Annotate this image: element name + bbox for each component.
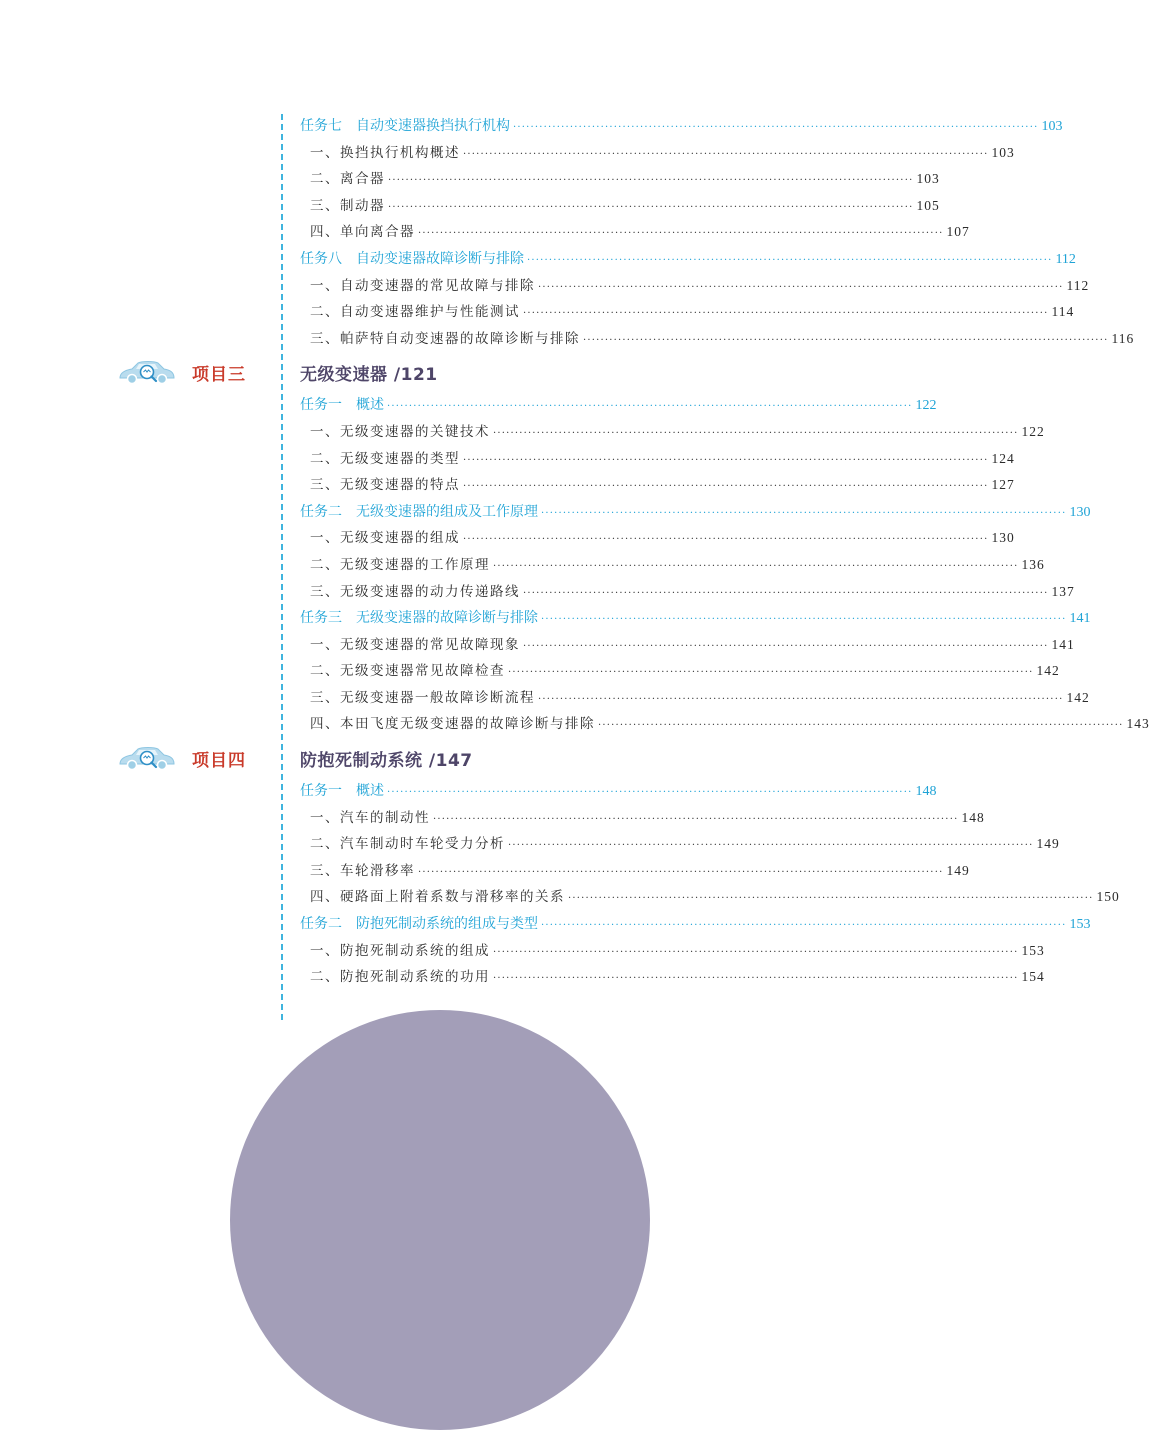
- dot-leader: ························································································································: [418, 866, 944, 878]
- toc-sub-entry[interactable]: [300, 193, 940, 220]
- entry-title: 三、无级变速器的特点: [310, 477, 460, 494]
- car-magnifier-icon: [116, 358, 178, 386]
- dot-leader: ························································································································: [388, 201, 914, 213]
- dot-leader: ························································································································: [493, 560, 1019, 572]
- page-number: 107: [946, 224, 970, 240]
- dot-leader: ························································································································: [463, 534, 989, 546]
- dot-leader: ························································································································: [493, 427, 1019, 439]
- dot-leader: ························································································································: [527, 254, 1053, 266]
- project-title: 无级变速器 /121: [300, 364, 438, 385]
- dot-leader: ························································································································: [541, 507, 1067, 519]
- dot-leader: ························································································································: [463, 454, 989, 466]
- dot-leader: ························································································································: [463, 481, 989, 493]
- entry-title: 一、无级变速器的组成: [310, 530, 460, 547]
- entry-title: 三、无级变速器一般故障诊断流程: [310, 689, 535, 706]
- page-number: 105: [916, 197, 940, 213]
- entry-title: 三、车轮滑移率: [310, 862, 415, 879]
- page-number: 103: [991, 144, 1015, 160]
- entry-title: 二、汽车制动时车轮受力分析: [310, 836, 505, 853]
- page-number: 153: [1069, 917, 1091, 933]
- entry-title: 二、离合器: [310, 171, 385, 188]
- toc-sub-entry[interactable]: [300, 964, 1045, 991]
- page-number: 114: [1051, 304, 1075, 320]
- toc-sub-entry[interactable]: [300, 472, 1015, 499]
- page-number: 148: [915, 784, 937, 800]
- toc-sub-entry[interactable]: [300, 685, 1090, 712]
- toc-task-entry[interactable]: [300, 499, 1091, 526]
- project-number: 项目四: [192, 750, 246, 771]
- toc-sub-entry[interactable]: [300, 326, 1135, 353]
- page-number: 130: [991, 530, 1015, 546]
- page-number: 116: [1111, 330, 1135, 346]
- page-number: 137: [1051, 583, 1075, 599]
- page-number: 154: [1021, 969, 1045, 985]
- entry-title: 一、防抱死制动系统的组成: [310, 942, 490, 959]
- page-number: 112: [1066, 277, 1090, 293]
- dot-leader: ························································································································: [493, 973, 1019, 985]
- entry-title: 四、本田飞度无级变速器的故障诊断与排除: [310, 716, 595, 733]
- toc-sub-entry[interactable]: [300, 938, 1045, 965]
- toc-sub-entry[interactable]: [300, 219, 970, 246]
- page-number: 149: [1036, 836, 1060, 852]
- page-number: 141: [1069, 611, 1091, 627]
- entry-title: 任务一 概述: [300, 783, 384, 800]
- page-number: 142: [1036, 663, 1060, 679]
- dot-leader: ························································································································: [523, 587, 1049, 599]
- page-number: 103: [1041, 119, 1063, 134]
- page-number: 130: [1069, 504, 1091, 520]
- toc-sub-entry[interactable]: [300, 419, 1045, 446]
- entry-title: 一、自动变速器的常见故障与排除: [310, 277, 535, 294]
- entry-title: 一、换挡执行机构概述: [310, 144, 460, 161]
- toc-task-entry[interactable]: [300, 246, 1076, 273]
- toc-sub-entry[interactable]: [300, 579, 1075, 606]
- entry-title: 四、单向离合器: [310, 224, 415, 241]
- page-number: 153: [1021, 942, 1045, 958]
- toc-task-entry[interactable]: [300, 911, 1091, 938]
- entry-title: 任务二 防抱死制动系统的组成与类型: [300, 916, 538, 933]
- toc-sub-entry[interactable]: [300, 140, 1015, 167]
- page-number: 142: [1066, 689, 1090, 705]
- entry-title: 三、无级变速器的动力传递路线: [310, 583, 520, 600]
- entry-title: 一、无级变速器的关键技术: [310, 423, 490, 440]
- entry-title: 二、无级变速器常见故障检查: [310, 663, 505, 680]
- toc-task-entry[interactable]: [300, 392, 937, 419]
- toc-sub-entry[interactable]: [300, 884, 1120, 911]
- page-number: 141: [1051, 636, 1075, 652]
- toc-sub-entry[interactable]: [300, 632, 1075, 659]
- dot-leader: ························································································································: [523, 640, 1049, 652]
- dot-leader: ························································································································: [541, 920, 1067, 932]
- dot-leader: ························································································································: [433, 813, 959, 825]
- table-of-contents: [300, 113, 1150, 991]
- dot-leader: ························································································································: [538, 281, 1064, 293]
- project-badge: [116, 744, 246, 772]
- toc-sub-entry[interactable]: [300, 711, 1150, 738]
- dot-leader: ························································································································: [388, 175, 914, 187]
- dot-leader: ························································································································: [508, 840, 1034, 852]
- page-number: 103: [916, 171, 940, 187]
- entry-title: 二、无级变速器的工作原理: [310, 556, 490, 573]
- project-badge: [116, 358, 246, 386]
- dot-leader: ························································································································: [598, 720, 1124, 732]
- entry-title: 四、硬路面上附着系数与滑移率的关系: [310, 889, 565, 906]
- car-magnifier-icon: [116, 744, 178, 772]
- toc-sub-entry[interactable]: [300, 446, 1015, 473]
- entry-title: 三、帕萨特自动变速器的故障诊断与排除: [310, 330, 580, 347]
- entry-title: 二、防抱死制动系统的功用: [310, 969, 490, 986]
- entry-title: 二、无级变速器的类型: [310, 450, 460, 467]
- toc-sub-entry[interactable]: [300, 858, 970, 885]
- toc-sub-entry[interactable]: [300, 166, 940, 193]
- toc-sub-entry[interactable]: [300, 831, 1060, 858]
- toc-task-entry[interactable]: [300, 113, 1063, 140]
- entry-title: 三、制动器: [310, 197, 385, 214]
- page-number: 149: [946, 862, 970, 878]
- dot-leader: ························································································································: [508, 667, 1034, 679]
- toc-sub-entry[interactable]: [300, 299, 1075, 326]
- dot-leader: ························································································································: [541, 614, 1067, 626]
- toc-task-entry[interactable]: [300, 778, 937, 805]
- page-number: 148: [961, 809, 985, 825]
- page-number: 127: [991, 477, 1015, 493]
- dashed-guide-line: [281, 114, 283, 1020]
- dot-leader: ························································································································: [418, 228, 944, 240]
- dot-leader: ························································································································: [583, 334, 1109, 346]
- page-number: 143: [1126, 716, 1150, 732]
- project-heading: [300, 738, 672, 778]
- toc-sub-entry[interactable]: [300, 658, 1060, 685]
- entry-title: 任务七 自动变速器换挡执行机构: [300, 118, 510, 134]
- project-number: 项目三: [192, 364, 246, 385]
- toc-sub-entry[interactable]: [300, 273, 1090, 300]
- toc-sub-entry[interactable]: [300, 525, 1015, 552]
- project-title: 防抱死制动系统 /147: [300, 750, 473, 771]
- page-number: 112: [1055, 251, 1076, 267]
- page-number: 136: [1021, 556, 1045, 572]
- toc-sub-entry[interactable]: [300, 805, 985, 832]
- project-heading: [300, 352, 672, 392]
- dot-leader: ························································································································: [568, 893, 1094, 905]
- entry-title: 任务三 无级变速器的故障诊断与排除: [300, 610, 538, 627]
- page-number: 150: [1096, 889, 1120, 905]
- dot-leader: ························································································································: [387, 401, 913, 413]
- page-number: 122: [1021, 423, 1045, 439]
- entry-title: 一、汽车的制动性: [310, 809, 430, 826]
- dot-leader: ························································································································: [493, 946, 1019, 958]
- decorative-circle: [230, 1010, 650, 1430]
- toc-sub-entry[interactable]: [300, 552, 1045, 579]
- toc-task-entry[interactable]: [300, 605, 1091, 632]
- page-number: 124: [991, 450, 1015, 466]
- page-number: 122: [915, 398, 937, 414]
- entry-title: 任务二 无级变速器的组成及工作原理: [300, 503, 538, 520]
- entry-title: 一、无级变速器的常见故障现象: [310, 636, 520, 653]
- dot-leader: ························································································································: [523, 308, 1049, 320]
- dot-leader: ························································································································: [513, 122, 1039, 133]
- entry-title: 二、自动变速器维护与性能测试: [310, 304, 520, 321]
- entry-title: 任务一 概述: [300, 397, 384, 414]
- dot-leader: ························································································································: [463, 148, 989, 160]
- dot-leader: ························································································································: [387, 787, 913, 799]
- entry-title: 任务八 自动变速器故障诊断与排除: [300, 250, 524, 267]
- dot-leader: ························································································································: [538, 693, 1064, 705]
